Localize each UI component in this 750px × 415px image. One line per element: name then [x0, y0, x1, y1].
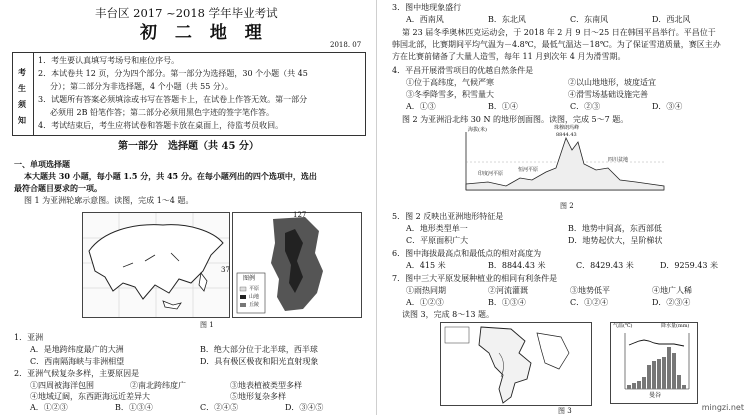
- question-6-stem: 6．图中海拔最高点和最低点的相对高度为: [392, 249, 542, 258]
- question-7-option: ①雨热同期: [406, 286, 446, 295]
- question-4-option: ①位于高纬度，气候严寒: [406, 78, 494, 87]
- olympics-passage-line: 韩国北部，比赛期间平均气温为－4.8℃，最低气温达－18℃。为了保证雪道质量，赛区主办: [392, 40, 721, 49]
- notice-label: [13, 53, 34, 135]
- figure3-instruction: 读图 3，完成 8～13 题。: [402, 310, 494, 319]
- question-4-choice: C．②③: [570, 102, 601, 111]
- place-label: 四川盆地: [608, 157, 629, 163]
- legend-plain: 平原: [249, 286, 260, 292]
- question-2-option: ④地域辽阔，东西距海远近差异大: [30, 392, 150, 401]
- notice-box: [12, 52, 366, 136]
- notice-item: 必须用 2B 铅笔作答；第二部分必须用黑色字迹的签字笔作答。: [50, 108, 275, 117]
- question-5-option: D．地势起伏大，呈阶梯状: [568, 236, 663, 245]
- notice-item: 2．本试卷共 12 页，分为四个部分。第一部分为选择题，30 个小题（共 45: [38, 69, 308, 78]
- notice-label-char: 须: [18, 99, 26, 109]
- right-page: [378, 0, 750, 415]
- question-4-stem: 4．平昌开展滑雪项目的优越自然条件是: [392, 66, 534, 75]
- question-2-stem: 2．亚洲气候复杂多样，主要原因是: [14, 369, 140, 378]
- figure3-caption: 图 3: [558, 407, 572, 415]
- question-3-option: A．西南风: [406, 15, 444, 24]
- question-4-option: ②以山地地形，坡度适宜: [568, 78, 656, 87]
- question-4-option: ④滑雪场基础设施完善: [568, 90, 648, 99]
- question-3-option: D．西北风: [652, 15, 691, 24]
- longitude-label: 127: [293, 211, 307, 219]
- question-7-choice: B．①③④: [488, 298, 526, 307]
- notice-item: 分）；第二部分为非选择题，4 个小题（共 55 分）。: [50, 82, 233, 91]
- latitude-label: 37: [221, 266, 230, 274]
- question-1-option: A．是地跨纬度最广的大洲: [30, 345, 124, 354]
- peak-elevation: 8844.43: [556, 132, 577, 138]
- temperature-axis-label: 气温(℃): [613, 323, 633, 329]
- question-1-stem: 1．亚洲: [14, 333, 44, 342]
- question-6-option: A．415 米: [406, 261, 446, 270]
- question-2-choice: A．①②③: [30, 403, 68, 412]
- watermark: mingzi.net: [701, 403, 744, 412]
- question-5-option: C．平原面积广大: [406, 236, 469, 245]
- section-intro-line1: 本大题共 30 小题，每小题 1.5 分，共 45 分。在每小题列出的四个选项中，选出: [24, 171, 317, 181]
- question-4-option: ③冬季降雪多，积雪量大: [406, 90, 494, 99]
- question-5-option: A．地形类型单一: [406, 224, 468, 233]
- figure2-caption: 图 2: [560, 202, 574, 210]
- figure-instruction: 图 1 为亚洲轮廓示意图。读图，完成 1～4 题。: [24, 196, 194, 205]
- question-5-stem: 5．图 2 反映出亚洲地形特征是: [392, 212, 504, 221]
- legend-mountain: 山地: [249, 294, 260, 300]
- axis-label: 海拔(米): [468, 127, 487, 133]
- question-2-option: ②南北跨纬度广: [130, 381, 186, 390]
- question-4-choice: A．①③: [406, 102, 436, 111]
- question-2-option: ①四周被海洋包围: [30, 381, 94, 390]
- bangkok-climate-chart: [610, 322, 698, 404]
- exam-title: 丰台区 2017 ~2018 学年毕业考试: [95, 6, 278, 20]
- question-2-choice: B．①③④: [115, 403, 153, 412]
- question-7-option: ④地广人稀: [652, 286, 692, 295]
- question-7-stem: 7．图中三大平原发展种植业的相同有利条件是: [392, 274, 558, 283]
- asia-outline-svg: [83, 213, 229, 317]
- figure2-instruction: 图 2 为亚洲沿北纬 30 N 的地形剖面图。读图，完成 5～7 题。: [402, 115, 629, 124]
- terrain-profile-chart: [458, 125, 668, 198]
- climate-chart-svg: [611, 323, 697, 403]
- notice-label-char: 知: [18, 115, 26, 125]
- legend-title: 图例: [243, 275, 256, 282]
- notice-item: 1．考生要认真填写考场号和座位序号。: [38, 56, 180, 65]
- question-6-option: D．9259.43 米: [660, 261, 719, 270]
- question-5-option: B．地势中间高，东西部低: [568, 224, 662, 233]
- section-heading: 一、单项选择题: [14, 159, 70, 169]
- question-6-option: B．8844.43 米: [488, 261, 546, 270]
- place-label: 印度河平原: [478, 171, 504, 177]
- question-6-option: C．8429.43 米: [576, 261, 634, 270]
- question-3-option: C．东南风: [570, 15, 609, 24]
- question-4-choice: B．①④: [488, 102, 518, 111]
- question-2-option: ⑤地形复杂多样: [230, 392, 286, 401]
- part1-heading: 第一部分 选择题（共 45 分）: [118, 141, 259, 152]
- korea-inset-map: [221, 211, 362, 318]
- question-7-choice: C．①②④: [570, 298, 609, 307]
- olympics-passage-line: 方在比赛前储备了大量人造雪，每年 11 月到次年 4 月为滑雪期。: [392, 52, 626, 61]
- exam-subject: 初 二 地 理: [140, 23, 268, 43]
- precipitation-axis-label: 降水量(mm): [661, 323, 690, 329]
- question-1-option: C．西南隔海峡与非洲相望: [30, 357, 125, 366]
- olympics-passage-line: 第 23 届冬季奥林匹克运动会，于 2018 年 2 月 9 日～25 日在韩国平昌举行。平昌位于: [402, 28, 716, 37]
- thailand-map-svg: [441, 323, 591, 405]
- question-1-option: B．绝大部分位于北半球，西半球: [200, 345, 318, 354]
- page-divider: [376, 0, 377, 415]
- notice-label-char: 考: [18, 67, 26, 77]
- question-4-choice: D．③④: [652, 102, 683, 111]
- terrain-profile-svg: [458, 125, 668, 198]
- place-label: 恒河平原: [518, 167, 539, 173]
- question-7-option: ③地势低平: [570, 286, 610, 295]
- question-3-option: B．东北风: [488, 15, 526, 24]
- exam-date: 2018. 07: [330, 41, 362, 49]
- question-2-choice: D．③④⑤: [285, 403, 324, 412]
- figure1-caption: 图 1: [200, 321, 214, 329]
- question-3-stem: 3．图中地现象盛行: [392, 3, 462, 12]
- notice-item: 4．考试结束后，考生应将试卷和答题卡放在桌面上，待监考员收回。: [38, 121, 284, 130]
- peak-label: 珠穆朗玛峰: [554, 125, 580, 131]
- question-7-choice: D．②③④: [652, 298, 691, 307]
- asia-map: [82, 212, 230, 318]
- question-7-choice: A．①②③: [406, 298, 444, 307]
- city-label: 曼谷: [649, 392, 662, 399]
- legend-hill: 丘陵: [249, 302, 260, 308]
- notice-label-char: 生: [18, 83, 26, 93]
- question-1-option: D．具有极区极夜和阳光直射现象: [200, 357, 319, 366]
- question-2-choice: C．②④⑤: [200, 403, 239, 412]
- question-7-option: ②河流灌溉: [488, 286, 528, 295]
- thailand-map: [440, 322, 592, 406]
- question-2-option: ③地表植被类型多样: [230, 381, 302, 390]
- section-intro-line2: 最符合题目要求的一项。: [14, 183, 102, 193]
- notice-item: 3．试题所有答案必须填涂或书写在答题卡上，在试卷上作答无效。第一部分: [38, 95, 308, 104]
